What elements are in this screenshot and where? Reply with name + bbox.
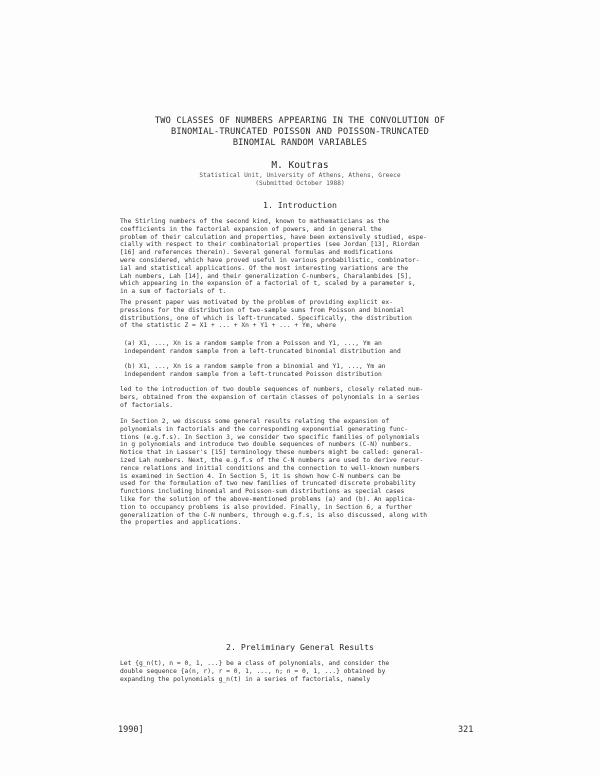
paragraph-line: tion to occupancy problems is also provided. Finally, in Section 6, a further [120,503,412,511]
paragraph-line: ized Lah numbers. Next, the e.g.f.s of the C-N numbers are used to derive recur- [120,456,424,464]
paragraph-line: coefficients in the factorial expansion of powers, and in general the [120,225,382,233]
paragraph-line: [16] and references therein). Several general formulas and modifications [120,249,393,257]
paragraph-line: Lah numbers, Lah [14], and their generalization C-numbers, Charalambides [5], [120,272,412,280]
author-name: M. Koutras [271,160,329,171]
paragraph-line: led to the introduction of two double sequences of numbers, closely related num- [120,386,424,393]
paragraph-line: In Section 2, we discuss some general results relating the expansion of [120,418,390,425]
affiliation [150,172,450,188]
paragraph-line: (b) X1, ..., Xn is a random sample from a binomial and Y1, ..., Ym an [124,363,386,370]
paragraph-line: Let {g_n(t), n = 0, 1, ...} be a class of polynomials, and consider the [120,660,390,667]
paragraph-line: the properties and applications. [120,519,242,527]
paragraph-line: generalization of the C-N numbers, through e.g.f.s, is also discussed, along with [120,511,428,519]
paragraph-line: distributions, one of which is left-truncated. Specifically, the distribution [120,314,412,322]
affiliation-line-1: Statistical Unit, University of Athens, Athens, Greece [199,172,401,179]
paragraph-line: expanding the polynomials g_n(t) in a series of factorials, namely [120,675,371,683]
paragraph-line: of factorials. [120,401,174,409]
footer-date: 1990] [118,725,144,735]
paragraph-line: in g polynomials and introduce two double sequences of numbers (C-N) numbers. [120,441,412,449]
paragraph-line: like for the solution of the above-mentioned problems (a) and (b). An applica- [120,495,416,503]
section-1-heading: 1. Introduction [263,200,337,210]
paragraph-line: The Stirling numbers of the second kind, known to mathematicians as the [120,218,390,225]
paragraph-line: rence relations and initial conditions and the connection to well-known numbers [120,464,420,472]
paragraph-line: polynomials in factorials and the corresponding exponential generating func- [120,425,409,433]
paragraph-line: which appearing in the expansion of a factorial of t, scaled by a parameter s, [120,280,416,288]
paragraph-line: bers, obtained from the expansion of certain classes of polynomials in a series [120,393,420,401]
paragraph-line: problem of their calculation and properties, have been extensively studied, espe- [120,233,428,241]
intro-paragraph-1 [120,218,480,296]
paper-title [100,116,500,149]
affiliation-line-2: (Submitted October 1988) [255,180,345,187]
paragraph-line: independent random sample from a left-truncated binomial distribution and [124,347,401,355]
title-line-1: TWO CLASSES OF NUMBERS APPEARING IN THE CONVOLUTION OF [154,116,446,126]
title-line-2: BINOMIAL-TRUNCATED POISSON AND POISSON-TRUNCATED [171,127,429,137]
title-line-3: BINOMIAL RANDOM VARIABLES [232,138,368,148]
paragraph-line: tions (e.g.f.s). In Section 3, we consider two specific families of polynomials [120,433,420,441]
page-number: 321 [458,725,474,735]
paragraph-line: ial and statistical applications. Of the most interesting variations are the [120,264,409,272]
paragraph-line: pressions for the distribution of two-sample sums from Poisson and binomial [120,306,405,314]
section-2-heading: 2. Preliminary General Results [226,642,374,652]
intro-paragraph-4 [120,418,480,527]
intro-paragraph-2 [120,299,480,330]
paragraph-line: The present paper was motivated by the problem of providing explicit ex- [120,299,393,306]
paragraph-line: independent random sample from a left-truncated Poisson distribution [124,370,382,378]
paragraph-line: is examined in Section 4. In Section 5, it is shown how C-N numbers can be [120,472,401,480]
paragraph-line: Notice that in Lasser's [15] terminology these numbers might be called: general- [120,449,424,457]
intro-paragraph-3 [120,386,480,409]
paragraph-line: were considered, which have proved useful in various probabilistic, combinator- [120,256,420,264]
paragraph-line: double sequence {a(n, r), r = 0, 1, ..., n; n = 0, 1, ...} obtained by [120,667,386,675]
paragraph-line: (a) X1, ..., Xn is a random sample from a Poisson and Y1, ..., Ym an [124,340,382,347]
paragraph-line: in a sum of factorials of t. [120,288,227,296]
paragraph-line: cially with respect to their combinatorial properties (see Jordan [13], Riordan [120,241,420,249]
paragraph-line: of the statistic Z = X1 + ... + Xn + Y1 + ... + Ym, where [120,322,337,330]
paragraph-line: used for the formulation of two new families of truncated discrete probability [120,480,416,488]
list-item-b [124,363,480,379]
list-item-a [124,340,480,356]
section-2-paragraph [120,660,480,683]
paragraph-line: functions including binomial and Poisson-sum distributions as special cases [120,488,405,496]
